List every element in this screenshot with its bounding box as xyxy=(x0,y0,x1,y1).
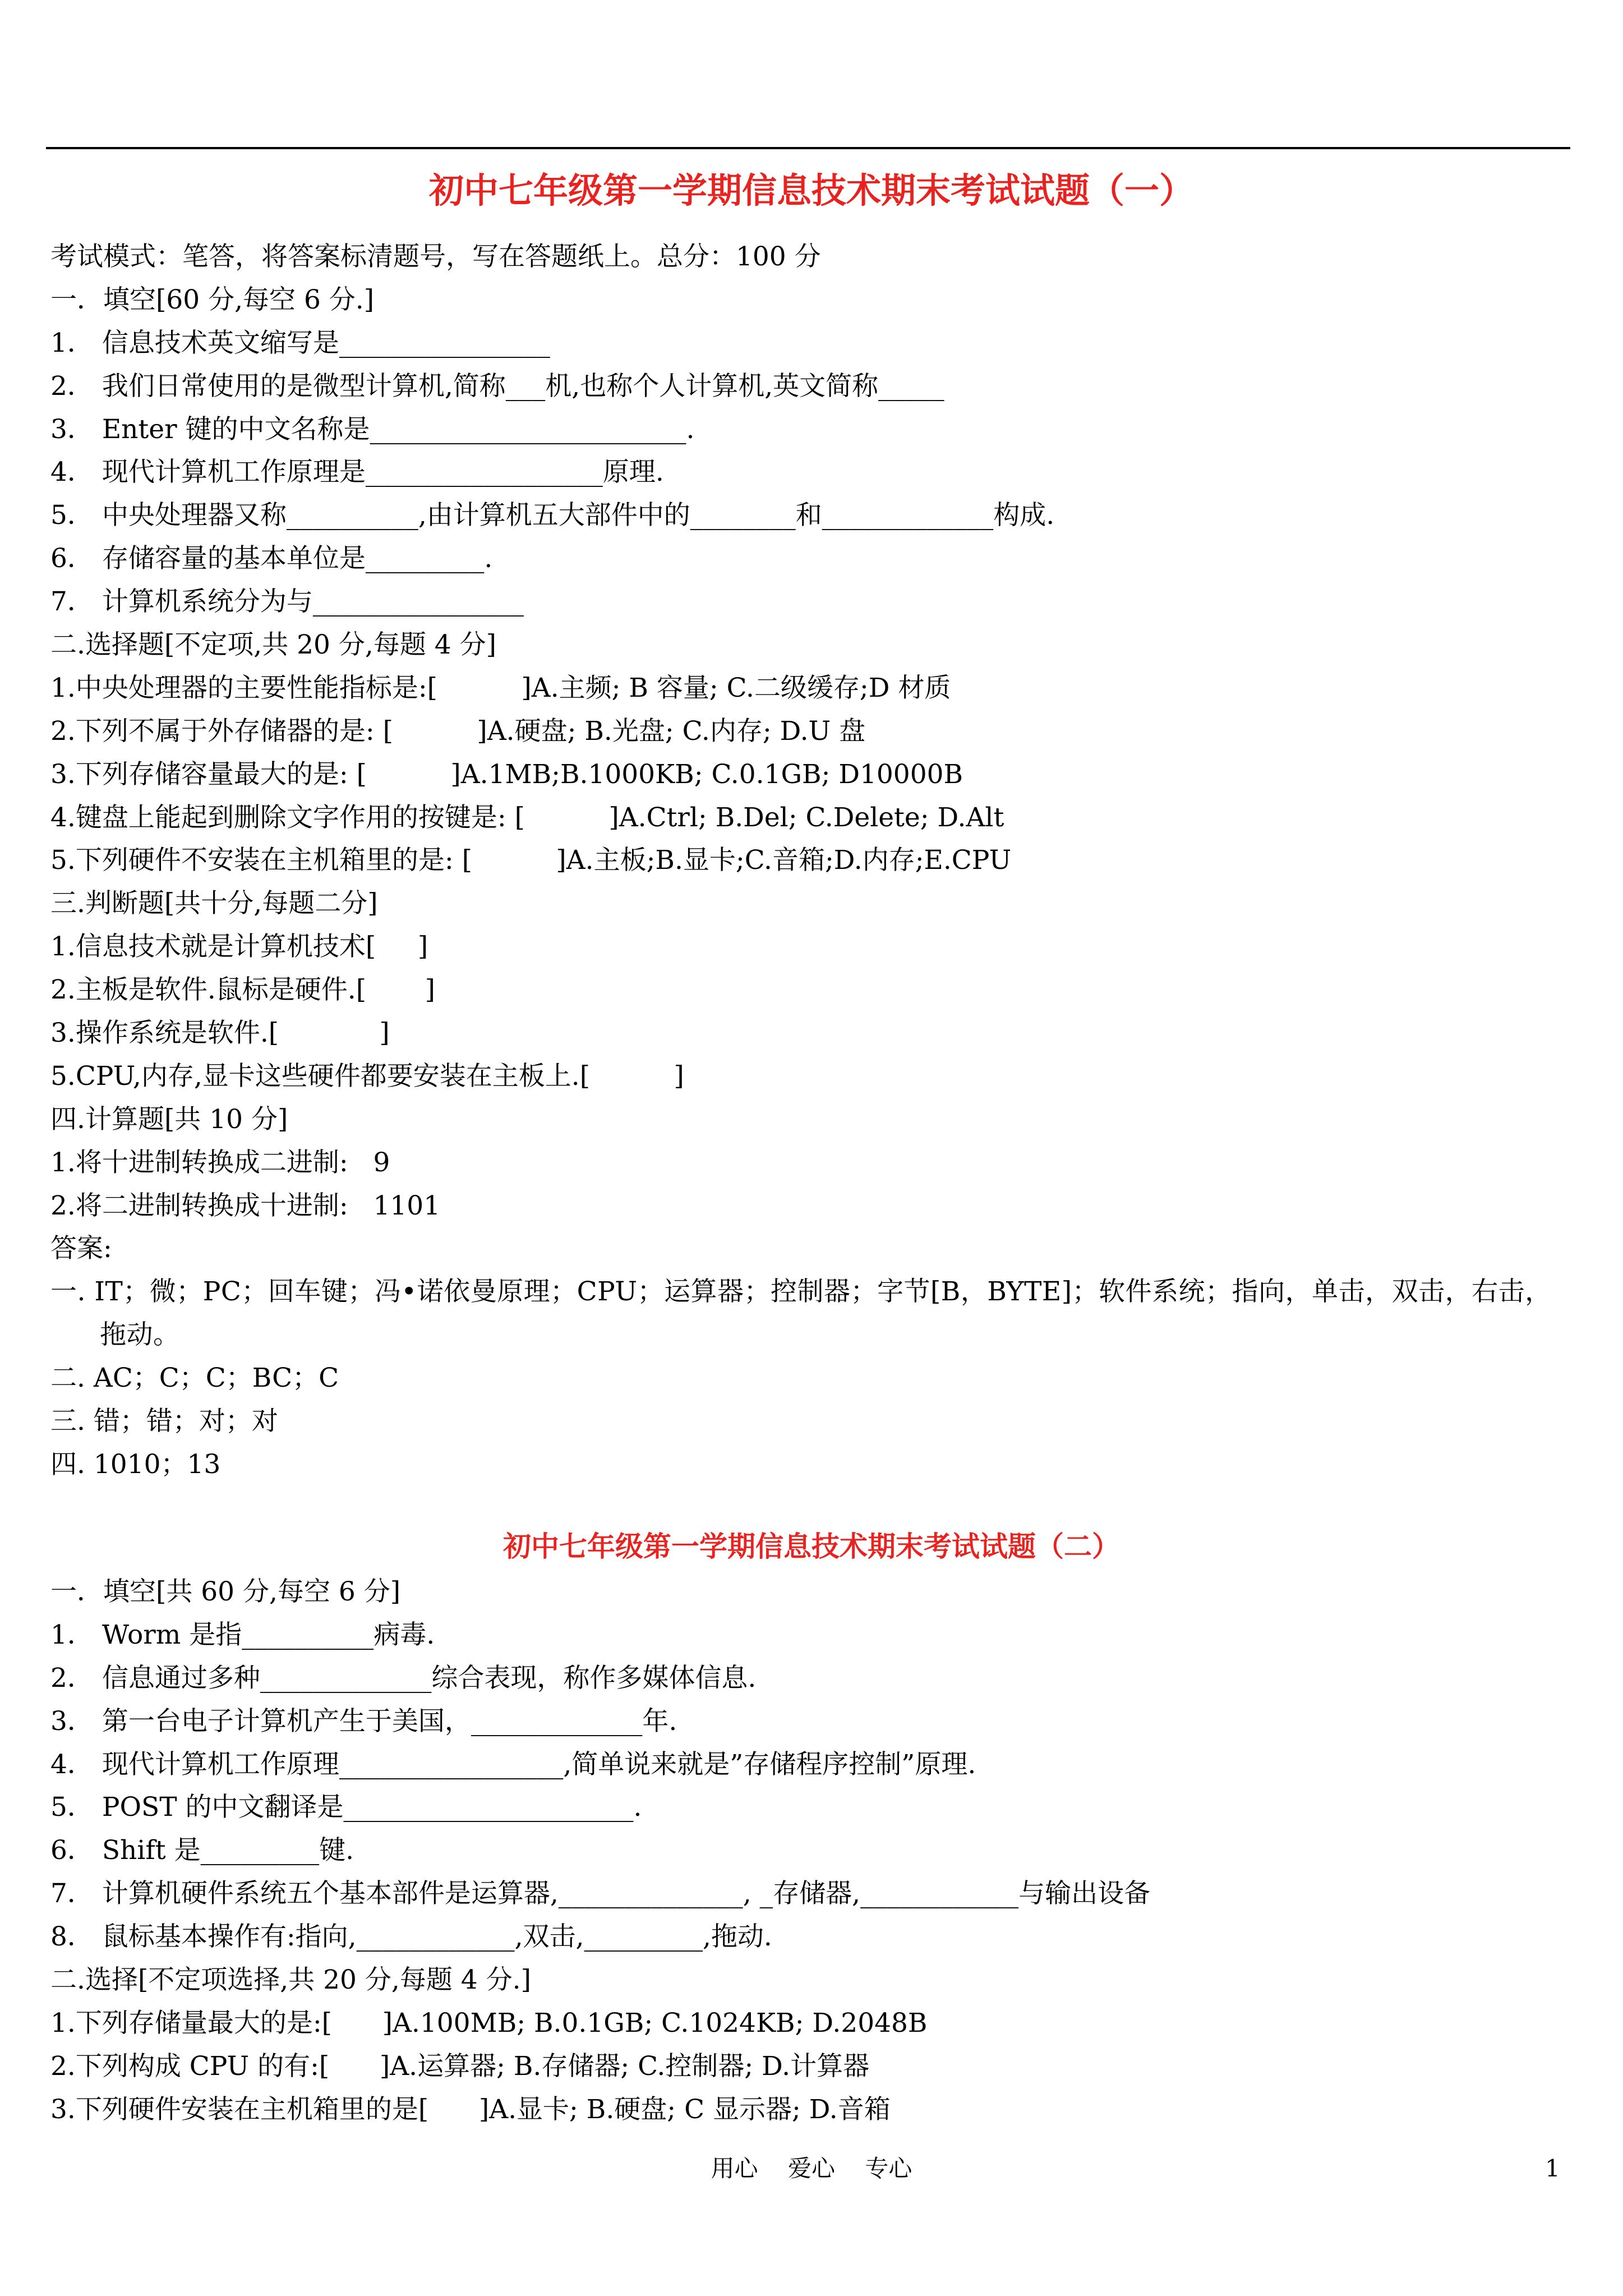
exam-instructions: 考试模式：笔答，将答案标清题号，写在答题纸上。总分：100 分 xyxy=(50,241,821,272)
section-heading-fill-blank: 一．填空[60 分,每空 6 分.] xyxy=(50,284,375,315)
section-heading-calculation: 四.计算题[共 10 分] xyxy=(50,1103,288,1135)
question-line: 3.下列硬件安装在主机箱里的是[ ]A.显卡; B.硬盘; C 显示器; D.音箱 xyxy=(50,2093,891,2125)
page-number: 1 xyxy=(1545,2155,1560,2182)
answer-line: 四. 1010；13 xyxy=(50,1448,221,1480)
question-line: 3.操作系统是软件.[ ] xyxy=(50,1018,390,1049)
answer-line: 一. IT；微；PC；回车键；冯•诺依曼原理；CPU；运算器；控制器；字节[B，BYTE]；软件系统；指向，单击，双击，右击，拖动。 xyxy=(50,1276,1552,1351)
question-line: 4.键盘上能起到删除文字作用的按键是: [ ]A.Ctrl; B.Del; C.Delete; D.Alt xyxy=(50,802,1004,833)
answers-heading: 答案: xyxy=(50,1233,112,1264)
question-line: 7． 计算机系统分为与________________ xyxy=(50,586,524,618)
question-line: 2.下列不属于外存储器的是: [ ]A.硬盘; B.光盘; C.内存; D.U 盘 xyxy=(50,715,866,747)
question-line: 6． 存储容量的基本单位是_________. xyxy=(50,543,493,574)
question-line: 1.将十进制转换成二进制: 9 xyxy=(50,1147,390,1178)
question-line: 3.下列存储容量最大的是: [ ]A.1MB;B.1000KB; C.0.1GB; D10000B xyxy=(50,758,963,790)
exam1-content xyxy=(50,236,1576,1487)
header-rule xyxy=(46,147,1570,149)
question-line: 8． 鼠标基本操作有:指向,____________,双击,_________,拖动. xyxy=(50,1921,772,1953)
question-line: 3． Enter 键的中文名称是________________________. xyxy=(50,413,695,445)
question-line: 4． 现代计算机工作原理_________________,简单说来就是”存储程序控制”原理. xyxy=(50,1749,976,1780)
question-line: 1.下列存储量最大的是:[ ]A.100MB; B.0.1GB; C.1024KB; D.2048B xyxy=(50,2007,928,2039)
question-line: 5.CPU,内存,显卡这些硬件都要安装在主板上.[ ] xyxy=(50,1060,684,1092)
question-line: 1.中央处理器的主要性能指标是:[ ]A.主频; B 容量; C.二级缓存;D 材质 xyxy=(50,672,951,703)
question-line: 4． 现代计算机工作原理是__________________原理. xyxy=(50,457,664,488)
question-line: 6． Shift 是_________键. xyxy=(50,1835,354,1866)
question-line: 7． 计算机硬件系统五个基本部件是运算器,______________, _存储器,____________与输出设备 xyxy=(50,1878,1151,1910)
section-heading-choice: 二.选择题[不定项,共 20 分,每题 4 分] xyxy=(50,629,496,661)
question-line: 3． 第一台电子计算机产生于美国，_____________年. xyxy=(50,1705,677,1737)
exam2-title: 初中七年级第一学期信息技术期末考试试题（二） xyxy=(503,1530,1120,1563)
answer-line: 三. 错；错；对；对 xyxy=(50,1406,278,1437)
section-heading-true-false: 三.判断题[共十分,每题二分] xyxy=(50,888,378,919)
exam2-content xyxy=(50,1571,1576,2132)
question-line: 5． POST 的中文翻译是______________________. xyxy=(50,1792,642,1823)
question-line: 2． 信息通过多种_____________综合表现，称作多媒体信息. xyxy=(50,1662,757,1694)
footer-motto: 用心 爱心 专心 xyxy=(711,2155,912,2182)
question-line: 2.主板是软件.鼠标是硬件.[ ] xyxy=(50,974,435,1006)
question-line: 5.下列硬件不安装在主机箱里的是: [ ]A.主板;B.显卡;C.音箱;D.内存;E.CPU xyxy=(50,845,1012,876)
page-title: 初中七年级第一学期信息技术期末考试试题（一） xyxy=(428,170,1194,211)
question-line: 2． 我们日常使用的是微型计算机,简称___机,也称个人计算机,英文简称_____ xyxy=(50,370,944,402)
question-line: 2.下列构成 CPU 的有:[ ]A.运算器; B.存储器; C.控制器; D.计算器 xyxy=(50,2050,870,2082)
section-heading-fill-blank: 一．填空[共 60 分,每空 6 分] xyxy=(50,1576,401,1607)
question-line: 5． 中央处理器又称__________,由计算机五大部件中的________和_____________构成. xyxy=(50,500,1055,531)
answer-line: 二. AC；C；C；BC；C xyxy=(50,1363,339,1394)
question-line: 1． 信息技术英文缩写是________________ xyxy=(50,327,550,358)
question-line: 1.信息技术就是计算机技术[ ] xyxy=(50,931,428,963)
question-line: 1． Worm 是指__________病毒. xyxy=(50,1619,435,1650)
question-line: 2.将二进制转换成十进制: 1101 xyxy=(50,1190,441,1221)
section-heading-choice: 二.选择[不定项选择,共 20 分,每题 4 分.] xyxy=(50,1964,531,1996)
